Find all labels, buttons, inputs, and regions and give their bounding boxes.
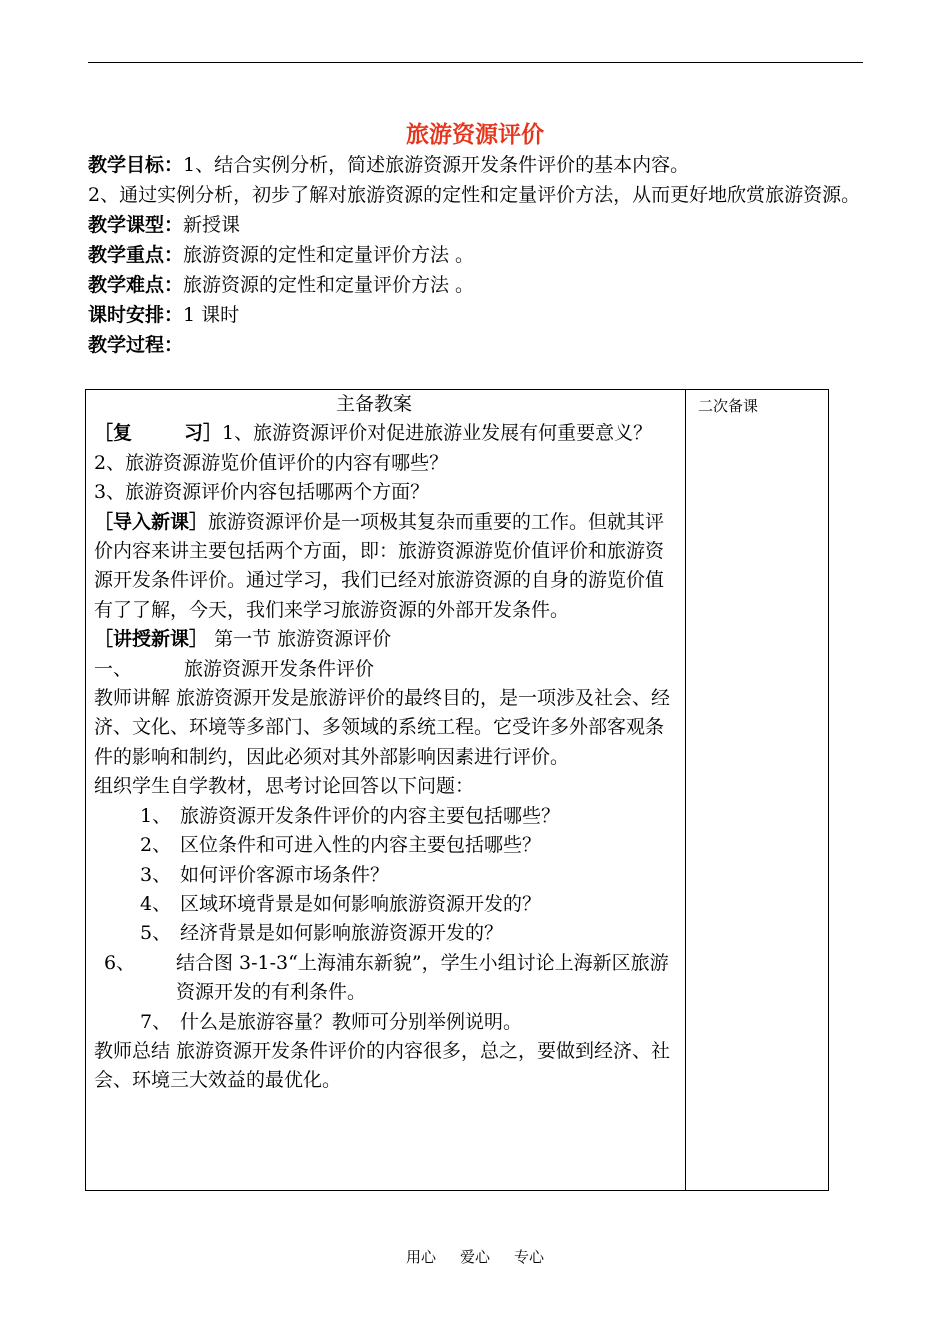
question-text: 区位条件和可进入性的内容主要包括哪些？	[180, 834, 542, 857]
question-text: 旅游资源开发条件评价的内容主要包括哪些？	[180, 804, 561, 827]
main-plan-cell	[94, 390, 676, 1096]
process-line	[88, 330, 866, 360]
section-heading	[94, 655, 676, 684]
question-num: 1、	[140, 804, 172, 827]
question-num: 2、	[140, 834, 172, 857]
intro-tag: ［导入新课］	[94, 510, 209, 533]
footer-text-3: 专心	[514, 1248, 545, 1266]
question-num: 6、	[104, 951, 136, 974]
question-text: 区域环境背景是如何影响旅游资源开发的？	[180, 892, 542, 915]
schedule-label: 课时安排：	[88, 304, 184, 326]
lesson-info	[88, 150, 866, 360]
question-item	[94, 1008, 676, 1037]
organize-text: 组织学生自学教材，思考讨论回答以下问题：	[94, 775, 475, 798]
secondary-prep-heading: 二次备课	[698, 397, 759, 415]
question-text: 什么是旅游容量？教师可分别举例说明。	[180, 1010, 523, 1033]
question-text: 结合图 3-1-3“上海浦东新貌”，学生小组讨论上海新区旅游资源开发的有利条件。	[176, 951, 669, 1004]
key-point-value: 旅游资源的定性和定量评价方法 。	[183, 244, 475, 266]
header-rule	[88, 62, 863, 63]
question-num: 4、	[140, 892, 172, 915]
question-item	[94, 831, 676, 860]
footer-text-2: 爱心	[459, 1248, 490, 1266]
difficulty-label: 教学难点：	[88, 274, 184, 296]
objectives-label: 教学目标：	[88, 154, 184, 176]
difficulty-line	[88, 270, 866, 300]
footer-text-1: 用心	[405, 1248, 436, 1266]
teacher-explain: 教师讲解 旅游资源开发是旅游评价的最终目的，是一项涉及社会、经济、文化、环境等多部门、多领域的系统工程。它受许多外部客观条件的影响和制约，因此必须对其外部影响因素进行评价。	[94, 687, 671, 768]
review-q1: 1、旅游资源评价对促进旅游业发展有何重要意义？	[222, 422, 653, 445]
intro-section	[94, 508, 676, 626]
question-text: 如何评价客源市场条件？	[180, 863, 390, 886]
review-q2: 2、旅游资源游览价值评价的内容有哪些？	[94, 451, 449, 474]
schedule-value: 1 课时	[183, 304, 240, 326]
lesson-plan-table	[85, 389, 829, 1191]
intro-text: 旅游资源评价是一项极其复杂而重要的工作。但就其评价内容来讲主要包括两个方面，即：旅游资源游览价值评价和旅游资源开发条件评价。通过学习，我们已经对旅游资源的自身的游览价值有了了解，今天，我们来学习旅游资源的外部开发条件。	[94, 510, 665, 621]
lesson-type-value: 新授课	[183, 214, 241, 236]
main-plan-heading: 主备教案	[335, 393, 412, 415]
section-title: 旅游资源开发条件评价	[184, 657, 375, 680]
schedule-line	[88, 300, 866, 330]
process-label: 教学过程：	[88, 334, 184, 356]
key-point-line	[88, 240, 866, 270]
lesson-type-line	[88, 210, 866, 240]
review-q3: 3、旅游资源评价内容包括哪两个方面？	[94, 481, 430, 504]
question-item	[94, 861, 676, 890]
question-item	[94, 949, 676, 1008]
question-item	[94, 919, 676, 948]
key-point-label: 教学重点：	[88, 244, 184, 266]
column-divider	[685, 390, 686, 1190]
question-item	[94, 890, 676, 919]
review-section	[94, 419, 676, 448]
question-num: 3、	[140, 863, 172, 886]
question-item	[94, 802, 676, 831]
teacher-summary: 教师总结 旅游资源开发条件评价的内容很多，总之，要做到经济、社会、环境三大效益的最优化。	[94, 1039, 671, 1092]
question-num: 5、	[140, 922, 172, 945]
review-tag-b: 习］	[184, 422, 223, 445]
lecture-section	[94, 625, 676, 654]
objectives-line2: 2、通过实例分析，初步了解对旅游资源的定性和定量评价方法，从而更好地欣赏旅游资源。	[88, 184, 861, 206]
objectives-line	[88, 150, 866, 180]
review-tag-a: ［复	[94, 422, 133, 445]
lesson-type-label: 教学课型：	[88, 214, 184, 236]
difficulty-value: 旅游资源的定性和定量评价方法 。	[183, 274, 475, 296]
section-num: 一、	[94, 657, 133, 680]
question-num: 7、	[140, 1010, 172, 1033]
lecture-text: 第一节 旅游资源评价	[214, 628, 392, 651]
objectives-line1: 1、结合实例分析，简述旅游资源开发条件评价的基本内容。	[183, 154, 690, 176]
page-footer	[0, 1246, 950, 1268]
page-title: 旅游资源评价	[406, 121, 544, 148]
lecture-tag: ［讲授新课］	[94, 628, 209, 651]
question-text: 经济背景是如何影响旅游资源开发的？	[180, 922, 504, 945]
